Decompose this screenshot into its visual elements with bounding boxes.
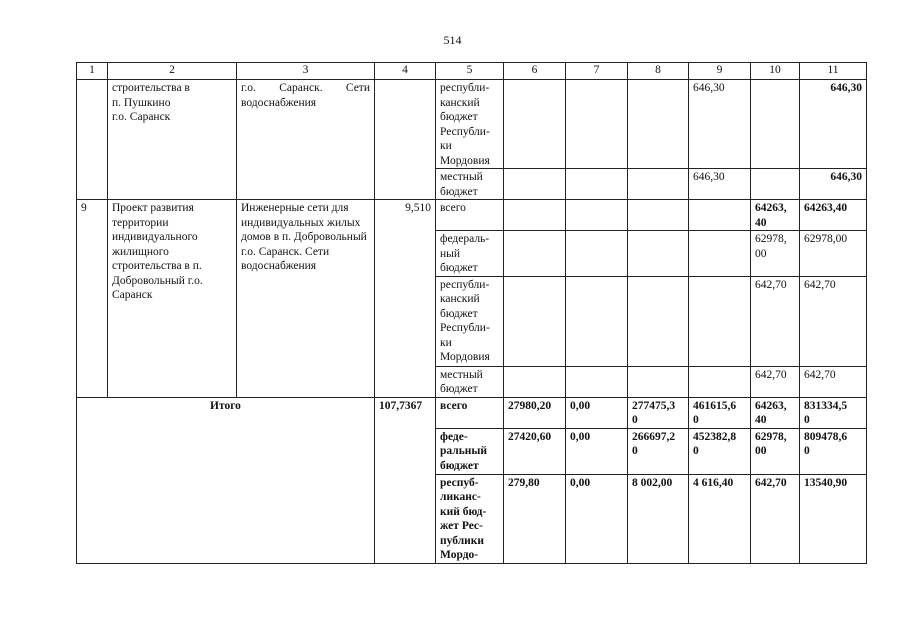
value-cell: 279,80 [504,474,566,563]
value-cell: 27980,20 [504,397,566,428]
column-number-row [77,63,867,80]
value-cell [628,169,689,200]
value-cell: 452382,8 0 [689,428,751,474]
total-row [77,397,867,428]
value-cell [689,276,751,366]
funding-source-cell: республи- канский бюджет Республи- ки Мордовия [436,80,504,169]
object-name-cell: г.о. Саранск. Сети водоснабжения [237,80,375,200]
column-number: 1 [77,63,108,80]
project-name-cell: Проект развития территории индивидуального жилищного строительства в п. Добровольный г.о. Саранск [108,200,237,398]
total-value-cell: 809478,6 0 [800,428,867,474]
column-number: 3 [237,63,375,80]
total-value-cell: 642,70 [800,366,867,397]
funding-source-cell: респуб- ликанс- кий бюд- жет Рес- публики Мордо- [436,474,504,563]
column-number: 10 [751,63,800,80]
funding-source-cell: республи- канский бюджет Республи- ки Мордовия [436,276,504,366]
column-number: 6 [504,63,566,80]
funding-source-cell: местный бюджет [436,366,504,397]
value-cell [504,366,566,397]
value-cell [751,80,800,169]
value-cell [628,80,689,169]
value-cell: 642,70 [751,366,800,397]
value-cell: 8 002,00 [628,474,689,563]
value-cell: 461615,6 0 [689,397,751,428]
total-value-cell: 646,30 [800,169,867,200]
table-row [77,80,867,169]
value-cell: 0,00 [566,397,628,428]
funding-source-cell: всего [436,200,504,231]
value-cell [566,200,628,231]
value-cell: 642,70 [751,276,800,366]
value-cell [628,366,689,397]
column-number: 4 [375,63,436,80]
funding-source-cell: феде- ральный бюджет [436,428,504,474]
value-cell: 64263, 40 [751,200,800,231]
funding-source-cell: местный бюджет [436,169,504,200]
value-cell [566,80,628,169]
capacity-cell: 9,510 [375,200,436,398]
value-cell: 0,00 [566,428,628,474]
column-number: 7 [566,63,628,80]
value-cell: 277475,3 0 [628,397,689,428]
value-cell: 266697,2 0 [628,428,689,474]
table-row [77,200,867,231]
value-cell: 646,30 [689,169,751,200]
funding-source-cell: всего [436,397,504,428]
value-cell [566,231,628,277]
value-cell: 62978, 00 [751,428,800,474]
funding-source-cell: федераль- ный бюджет [436,231,504,277]
value-cell: 0,00 [566,474,628,563]
value-cell [504,80,566,169]
page-number: 514 [443,33,462,47]
value-cell [689,200,751,231]
value-cell [504,276,566,366]
value-cell: 27420,60 [504,428,566,474]
total-value-cell: 831334,5 0 [800,397,867,428]
capacity-cell [375,80,436,200]
value-cell: 646,30 [689,80,751,169]
value-cell [628,231,689,277]
item-number-cell: 9 [77,200,108,398]
value-cell: 64263, 40 [751,397,800,428]
total-label-cell: Итого [77,397,375,563]
value-cell: 4 616,40 [689,474,751,563]
value-cell [751,169,800,200]
object-name-cell: Инженерные сети для индивидуальных жилых домов в п. Добровольный г.о. Саранск. Сети водоснабжения [237,200,375,398]
column-number: 5 [436,63,504,80]
value-cell [504,231,566,277]
total-value-cell: 642,70 [800,276,867,366]
total-value-cell: 13540,90 [800,474,867,563]
column-number: 11 [800,63,867,80]
value-cell [504,169,566,200]
value-cell [628,200,689,231]
total-capacity-cell: 107,7367 [375,397,436,563]
value-cell [628,276,689,366]
budget-table [76,62,867,564]
value-cell [689,231,751,277]
value-cell [504,200,566,231]
column-number: 8 [628,63,689,80]
value-cell [689,366,751,397]
item-number-cell [77,80,108,200]
column-number: 9 [689,63,751,80]
value-cell [566,276,628,366]
value-cell: 642,70 [751,474,800,563]
project-name-cell: строительства в п. Пушкино г.о. Саранск [108,80,237,200]
value-cell: 62978, 00 [751,231,800,277]
column-number: 2 [108,63,237,80]
total-value-cell: 646,30 [800,80,867,169]
total-value-cell: 64263,40 [800,200,867,231]
total-value-cell: 62978,00 [800,231,867,277]
value-cell [566,169,628,200]
value-cell [566,366,628,397]
